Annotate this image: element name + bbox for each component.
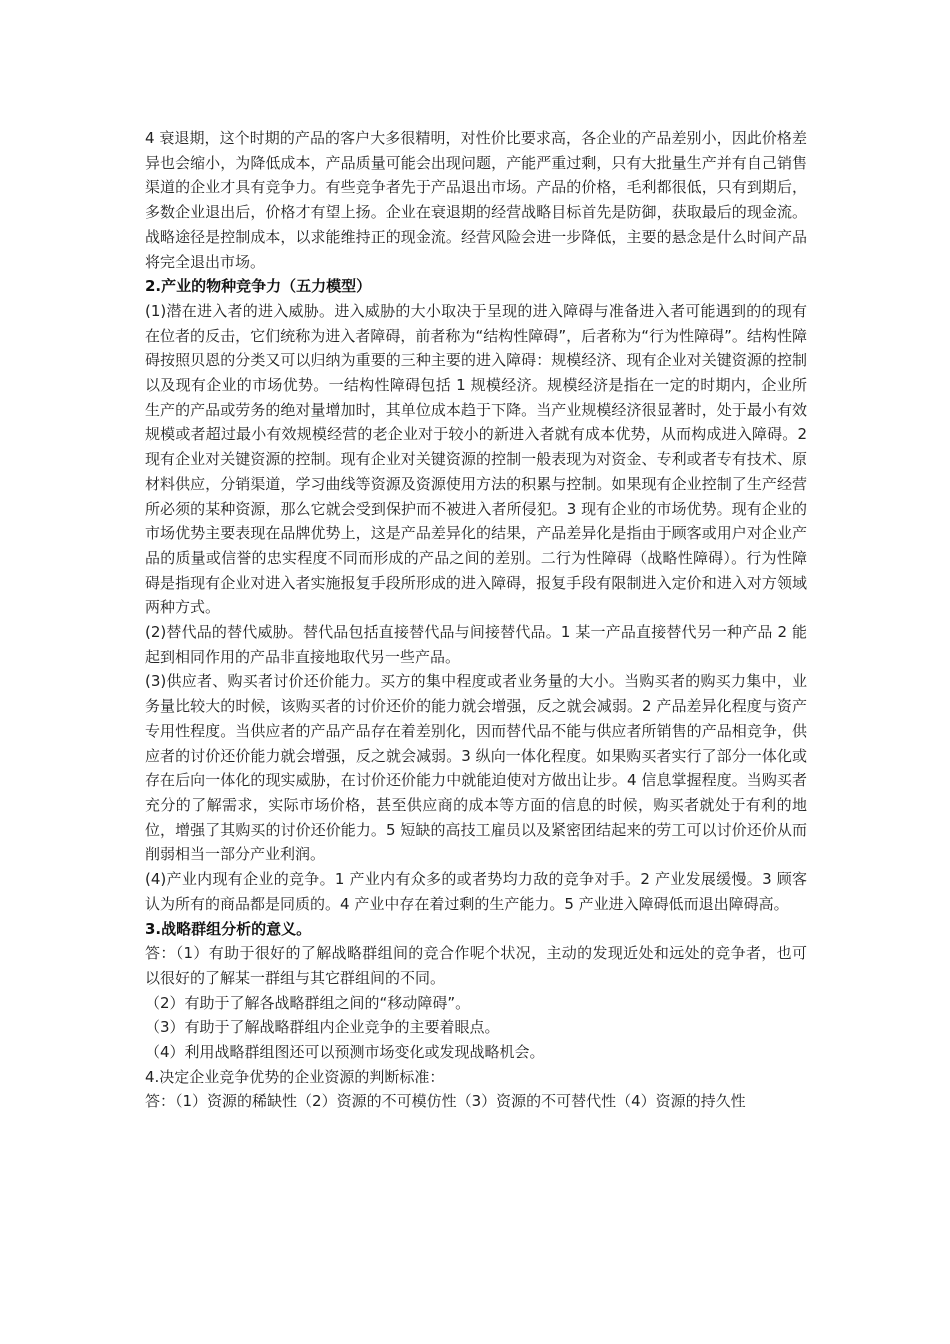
paragraph-substitute-threat: (2)替代品的替代威胁。替代品包括直接替代品与间接替代品。1 某一产品直接替代另一种产品 2 能起到相同作用的产品非直接地取代另一些产品。 — [145, 623, 807, 666]
paragraph-answer-2: （2）有助于了解各战略群组之间的“移动障碍”。 — [145, 993, 471, 1012]
paragraph-industry-rivalry: (4)产业内现有企业的竞争。1 产业内有众多的或者势均力敌的竞争对手。2 产业发展缓慢。3 顾客认为所有的商品都是同质的。4 产业中存在着过剩的生产能力。5 产业进入障碍低而退出障碍高。 — [145, 870, 807, 913]
paragraph-answer-4: （4）利用战略群组图还可以预测市场变化或发现战略机会。 — [145, 1043, 545, 1062]
paragraph-resource-answer: 答：（1）资源的稀缺性（2）资源的不可模仿性（3）资源的不可替代性（4）资源的持久性 — [145, 1092, 746, 1111]
document-body — [145, 126, 807, 1114]
paragraph-bargaining-power: (3)供应者、购买者讨价还价能力。买方的集中程度或者业务量的大小。当购买者的购买力集中，业务量比较大的时候，该购买者的讨价还价的能力就会增强，反之就会减弱。2 产品差异化程度与资产专用性程度。当供应者的产品产品存在着差别化，因而替代品不能与供应者所销售的产品相竞争，供应者的讨价还价能力就会增强，反之就会减弱。3 纵向一体化程度。如果购买者实行了部分一体化或存在后向一体化的现实威胁，在讨价还价能力中就能迫使对方做出让步。4 信息掌握程度。当购买者充分的了解需求，实际市场价格，甚至供应商的成本等方面的信息的时候，购买者就处于有利的地位，增强了其购买的讨价还价能力。5 短缺的高技工雇员以及紧密团结起来的劳工可以讨价还价从而削弱相当一部分产业利润。 — [145, 672, 807, 864]
paragraph-answer-1: 答：（1）有助于很好的了解战略群组间的竞合作呢个状况，主动的发现近处和远处的竞争者，也可以很好的了解某一群组与其它群组间的不同。 — [145, 944, 807, 987]
section-heading-resource-criteria: 4.决定企业竞争优势的企业资源的判断标准： — [145, 1067, 445, 1086]
section-heading-strategic-groups: 3.战略群组分析的意义。 — [145, 919, 312, 938]
section-heading-five-forces: 2.产业的物种竞争力（五力模型） — [145, 277, 372, 296]
paragraph-entry-threat: (1)潜在进入者的进入威胁。进入威胁的大小取决于呈现的进入障碍与准备进入者可能遇到的的现有在位者的反击，它们统称为进入者障碍，前者称为“结构性障碍”，后者称为“行为性障碍”。结构性障碍按照贝恩的分类又可以归纳为重要的三种主要的进入障碍：规模经济、现有企业对关键资源的控制以及现有企业的市场优势。一结构性障碍包括 1 规模经济。规模经济是指在一定的时期内，企业所生产的产品或劳务的绝对量增加时，其单位成本趋于下降。当产业规模经济很显著时，处于最小有效规模或者超过最小有效规模经营的老企业对于较小的新进入者就有成本优势，从而构成进入障碍。2 现有企业对关键资源的控制。现有企业对关键资源的控制一般表现为对资金、专利或者专有技术、原材料供应，分销渠道，学习曲线等资源及资源使用方法的积累与控制。如果现有企业控制了生产经营所必须的某种资源，那么它就会受到保护而不被进入者所侵犯。3 现有企业的市场优势。现有企业的市场优势主要表现在品牌优势上，这是产品差异化的结果，产品差异化是指由于顾客或用户对企业产品的质量或信誉的忠实程度不同而形成的产品之间的差别。二行为性障碍（战略性障碍）。行为性障碍是指现有企业对进入者实施报复手段所形成的进入障碍，报复手段有限制进入定价和进入对方领域两种方式。 — [145, 301, 807, 617]
paragraph-decline-stage: 4 衰退期，这个时期的产品的客户大多很精明，对性价比要求高，各企业的产品差别小，因此价格差异也会缩小，为降低成本，产品质量可能会出现问题，产能严重过剩，只有大批量生产并有自己销售渠道的企业才具有竞争力。有些竞争者先于产品退出市场。产品的价格，毛利都很低，只有到期后，多数企业退出后，价格才有望上扬。企业在衰退期的经营战略目标首先是防御，获取最后的现金流。战略途径是控制成本，以求能维持正的现金流。经营风险会进一步降低，主要的悬念是什么时间产品将完全退出市场。 — [145, 129, 807, 271]
paragraph-answer-3: （3）有助于了解战略群组内企业竞争的主要着眼点。 — [145, 1018, 500, 1037]
